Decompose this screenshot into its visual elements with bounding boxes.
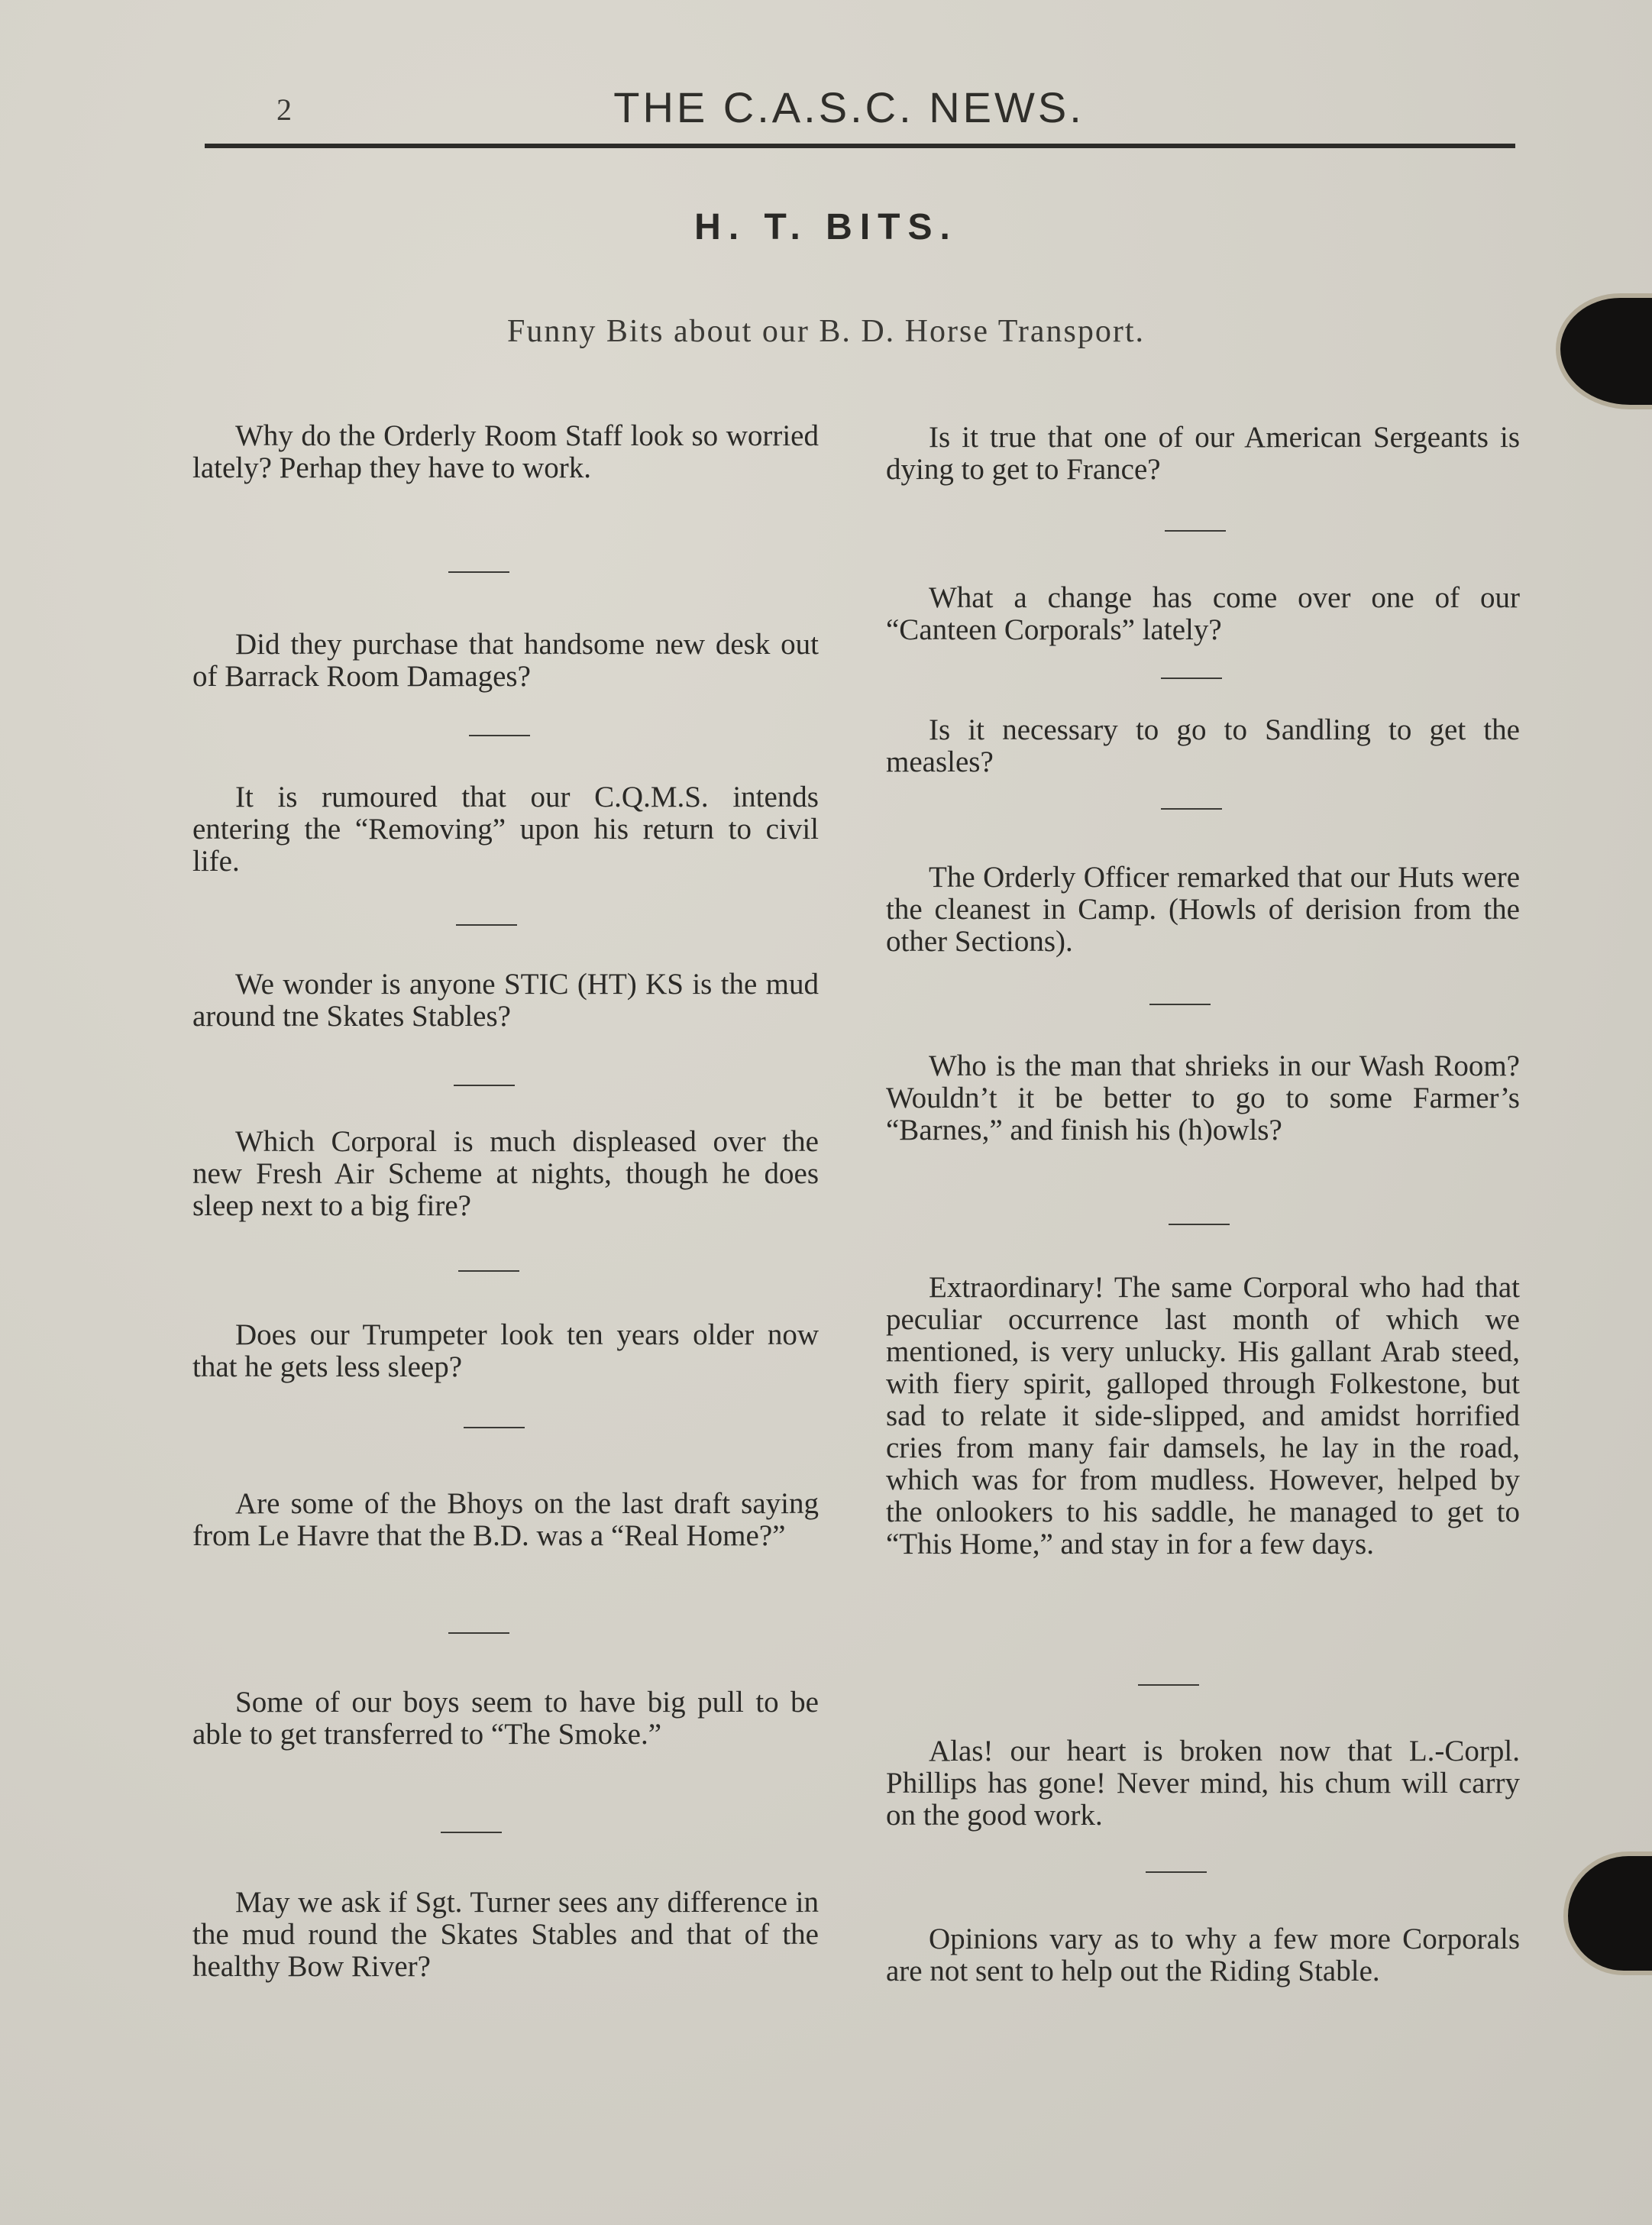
item-divider [469,735,530,736]
news-item: Some of our boys seem to have big pull to be able to get transferred to “The Smoke.” [192,1686,819,1751]
news-item: What a change has come over one of our “Canteen Corporals” lately? [886,581,1520,646]
item-divider [1165,530,1226,532]
item-divider [458,1270,519,1272]
item-divider [1146,1871,1207,1873]
item-divider [448,571,509,573]
article-title: H. T. BITS. [694,207,958,247]
news-item: We wonder is anyone STIC (HT) KS is the mud around tne Skates Stables? [192,968,819,1033]
page-number: 2 [276,92,292,127]
header-rule [205,144,1515,148]
news-item: Who is the man that shrieks in our Wash Room? Wouldn’t it be better to go to some Farmer’s “Barnes,” and finish his (h)owls? [886,1049,1520,1146]
item-divider [1169,1224,1230,1225]
item-divider [1161,678,1222,679]
news-item: Does our Trumpeter look ten years older now that he gets less sleep? [192,1318,819,1383]
news-item: Are some of the Bhoys on the last draft saying from Le Havre that the B.D. was a “Real Home?” [192,1487,819,1552]
item-divider [448,1632,509,1634]
masthead [0,82,1652,132]
news-item: Did they purchase that handsome new desk out of Barrack Room Damages? [192,628,819,693]
item-divider [441,1832,502,1833]
news-item: May we ask if Sgt. Turner sees any difference in the mud round the Skates Stables and that of the healthy Bow River? [192,1886,819,1983]
torn-edge-hole [1568,1856,1652,1971]
news-item: Opinions vary as to why a few more Corporals are not sent to help out the Riding Stable. [886,1923,1520,1987]
news-item: Extraordinary! The same Corporal who had that peculiar occurrence last month of which we mentioned, is very unlucky. His gallant Arab steed, with fiery spirit, galloped through Folkestone, but sad to relate it side-slipped, and amidst horrified cries from many fair damsels, he lay in the road, which was for from mudless. However, helped by the onlookers to his saddle, he managed to get to “This Home,” and stay in for a few days. [886,1271,1520,1560]
news-item: Why do the Orderly Room Staff look so worried lately? Perhap they have to work. [192,419,819,484]
item-divider [464,1427,525,1428]
news-item: Is it necessary to go to Sandling to get the measles? [886,713,1520,778]
news-item: Which Corporal is much displeased over the new Fresh Air Scheme at nights, though he does sleep next to a big fire? [192,1125,819,1222]
news-item: Alas! our heart is broken now that L.-Corpl. Phillips has gone! Never mind, his chum will carry on the good work. [886,1735,1520,1832]
item-divider [454,1085,515,1086]
publication-title: THE C.A.S.C. NEWS. [613,83,1085,131]
article-subtitle: Funny Bits about our B. D. Horse Transport. [506,314,1146,349]
news-item: It is rumoured that our C.Q.M.S. intends entering the “Removing” upon his return to civil life. [192,781,819,878]
news-item: Is it true that one of our American Sergeants is dying to get to France? [886,421,1520,486]
news-item: The Orderly Officer remarked that our Huts were the cleanest in Camp. (Howls of derision from the other Sections). [886,861,1520,958]
item-divider [456,924,517,926]
item-divider [1149,1004,1211,1005]
item-divider [1161,808,1222,810]
item-divider [1138,1684,1199,1686]
